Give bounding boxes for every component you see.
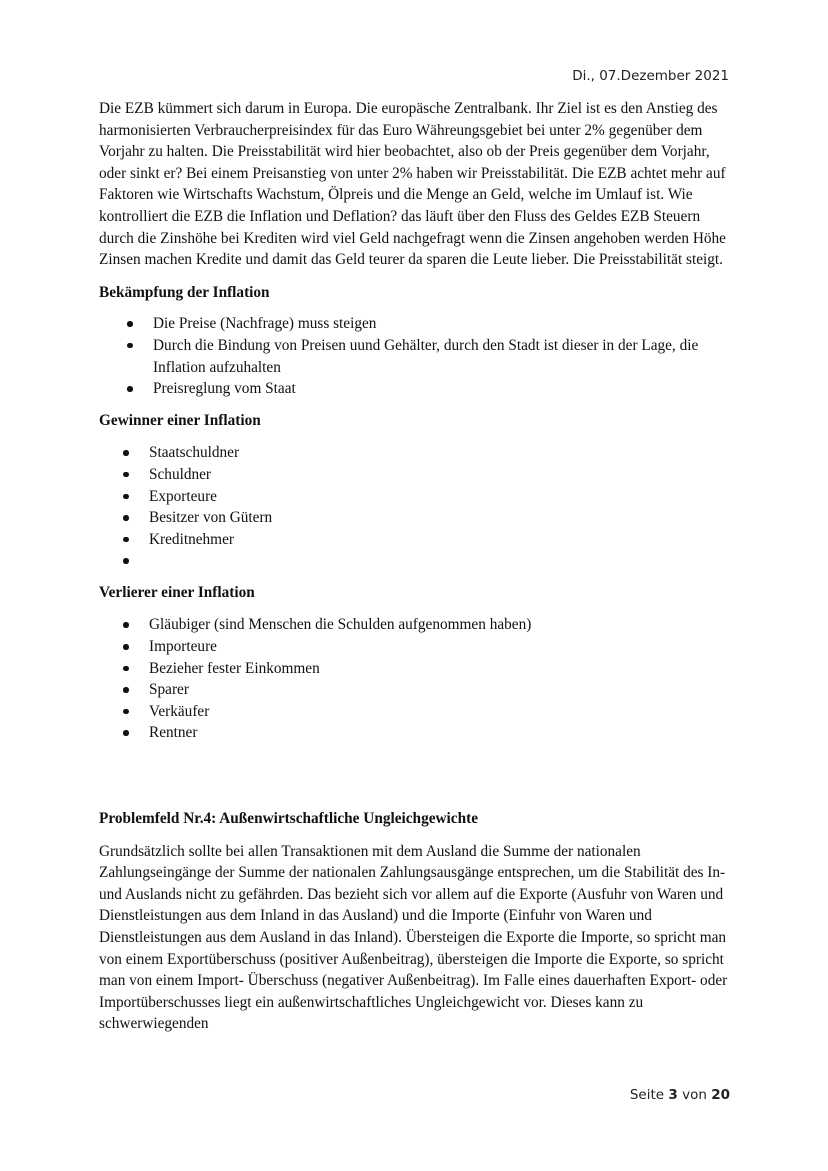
bullet-icon: [127, 386, 133, 392]
list-verlierer: [99, 614, 734, 744]
bullet-icon: [123, 687, 129, 693]
intro-paragraph: Die EZB kümmert sich darum in Europa. Die europäsche Zentralbank. Ihr Ziel ist es den Anstieg des harmonisierten Verbraucherpreisindex für das Euro Währeungsgebiet bei unter 2% gegenüber dem Vorjahr zu halten. Die Preisstabilität wird hier beobachtet, also ob der Preis gegenüber dem Vorjahr, oder sinkt er? Bei einem Preisanstieg von unter 2% haben wir Preisstabilität. Die EZB achtet mehr auf Faktoren wie Wirtschafts Wachstum, Ölpreis und die Menge an Geld, welche im Umlauf ist. Wie kontrolliert die EZB die Inflation und Deflation? das läuft über den Fluss des Geldes EZB Steuern durch die Zinshöhe bei Krediten wird viel Geld nachgefragt wenn die Zinsen angehoben werden Höhe Zinsen machen Kredite und damit das Geld teurer da sparen die Leute lieber. Die Preisstabilität steigt.: [99, 100, 726, 269]
list-item: Die Preise (Nachfrage) muss steigen: [99, 313, 734, 335]
bullet-icon: [123, 644, 129, 650]
bullet-icon: [127, 343, 133, 349]
list-item-empty: [99, 550, 734, 572]
footer-prefix: Seite: [629, 1087, 665, 1103]
list-item: Durch die Bindung von Preisen uund Gehälter, durch den Stadt ist dieser in der Lage, die Inflation aufzuhalten: [99, 335, 734, 378]
page-footer: [630, 1087, 730, 1103]
bullet-icon: [123, 709, 129, 715]
document-body: [99, 98, 734, 1035]
list-bekaempfung: [99, 313, 734, 399]
list-item: Gläubiger (sind Menschen die Schulden aufgenommen haben): [99, 614, 734, 636]
heading-gewinner: Gewinner einer Inflation: [99, 411, 261, 429]
bullet-icon: [123, 450, 129, 456]
list-item: Rentner: [99, 722, 734, 744]
list-item: Sparer: [99, 679, 734, 701]
heading-bekaempfung: Bekämpfung der Inflation: [99, 283, 270, 301]
heading-problemfeld: Problemfeld Nr.4: Außenwirtschaftliche Ungleichgewichte: [99, 810, 478, 828]
list-item: Besitzer von Gütern: [99, 507, 734, 529]
list-item: Exporteure: [99, 486, 734, 508]
problemfeld-paragraph: Grundsätzlich sollte bei allen Transaktionen mit dem Ausland die Summe der nationalen Zahlungseingänge der Summe der nationalen Zahlungsausgänge entsprechen, um die Stabilität des In- und Auslands nicht zu gefährden. Das bezieht sich vor allem auf die Exporte (Ausfuhr von Waren und Dienstleistungen aus dem Inland in das Ausland) und die Importe (Einfuhr von Waren und Dienstleistungen aus dem Ausland in das Inland). Übersteigen die Exporte die Importe, so spricht man von einem Exportüberschuss (positiver Außenbeitrag), übersteigen die Importe die Exporte, so spricht man von einem Import- Überschuss (negativer Außenbeitrag). Im Falle eines dauerhaften Export- oder Importüberschusses liegt ein außenwirtschaftliches Ungleichgewicht vor. Dieses kann zu schwerwiegenden: [99, 842, 728, 1033]
list-item: Staatschuldner: [99, 442, 734, 464]
bullet-icon: [123, 472, 129, 478]
list-item: Schuldner: [99, 464, 734, 486]
bullet-icon: [127, 321, 133, 327]
list-gewinner: [99, 442, 734, 572]
bullet-icon: [123, 494, 129, 500]
header-date: Di., 07.Dezember 2021: [572, 68, 729, 84]
bullet-icon: [123, 558, 129, 564]
footer-page-number: 3: [668, 1087, 678, 1103]
bullet-icon: [123, 537, 129, 543]
list-item: Bezieher fester Einkommen: [99, 658, 734, 680]
bullet-icon: [123, 730, 129, 736]
footer-middle: von: [682, 1087, 707, 1103]
list-item: Preisreglung vom Staat: [99, 378, 734, 400]
heading-verlierer: Verlierer einer Inflation: [99, 583, 255, 601]
bullet-icon: [123, 666, 129, 672]
list-item: Verkäufer: [99, 701, 734, 723]
list-item: Importeure: [99, 636, 734, 658]
bullet-icon: [123, 515, 129, 521]
bullet-icon: [123, 622, 129, 628]
list-item: Kreditnehmer: [99, 529, 734, 551]
footer-total-pages: 20: [711, 1087, 730, 1103]
